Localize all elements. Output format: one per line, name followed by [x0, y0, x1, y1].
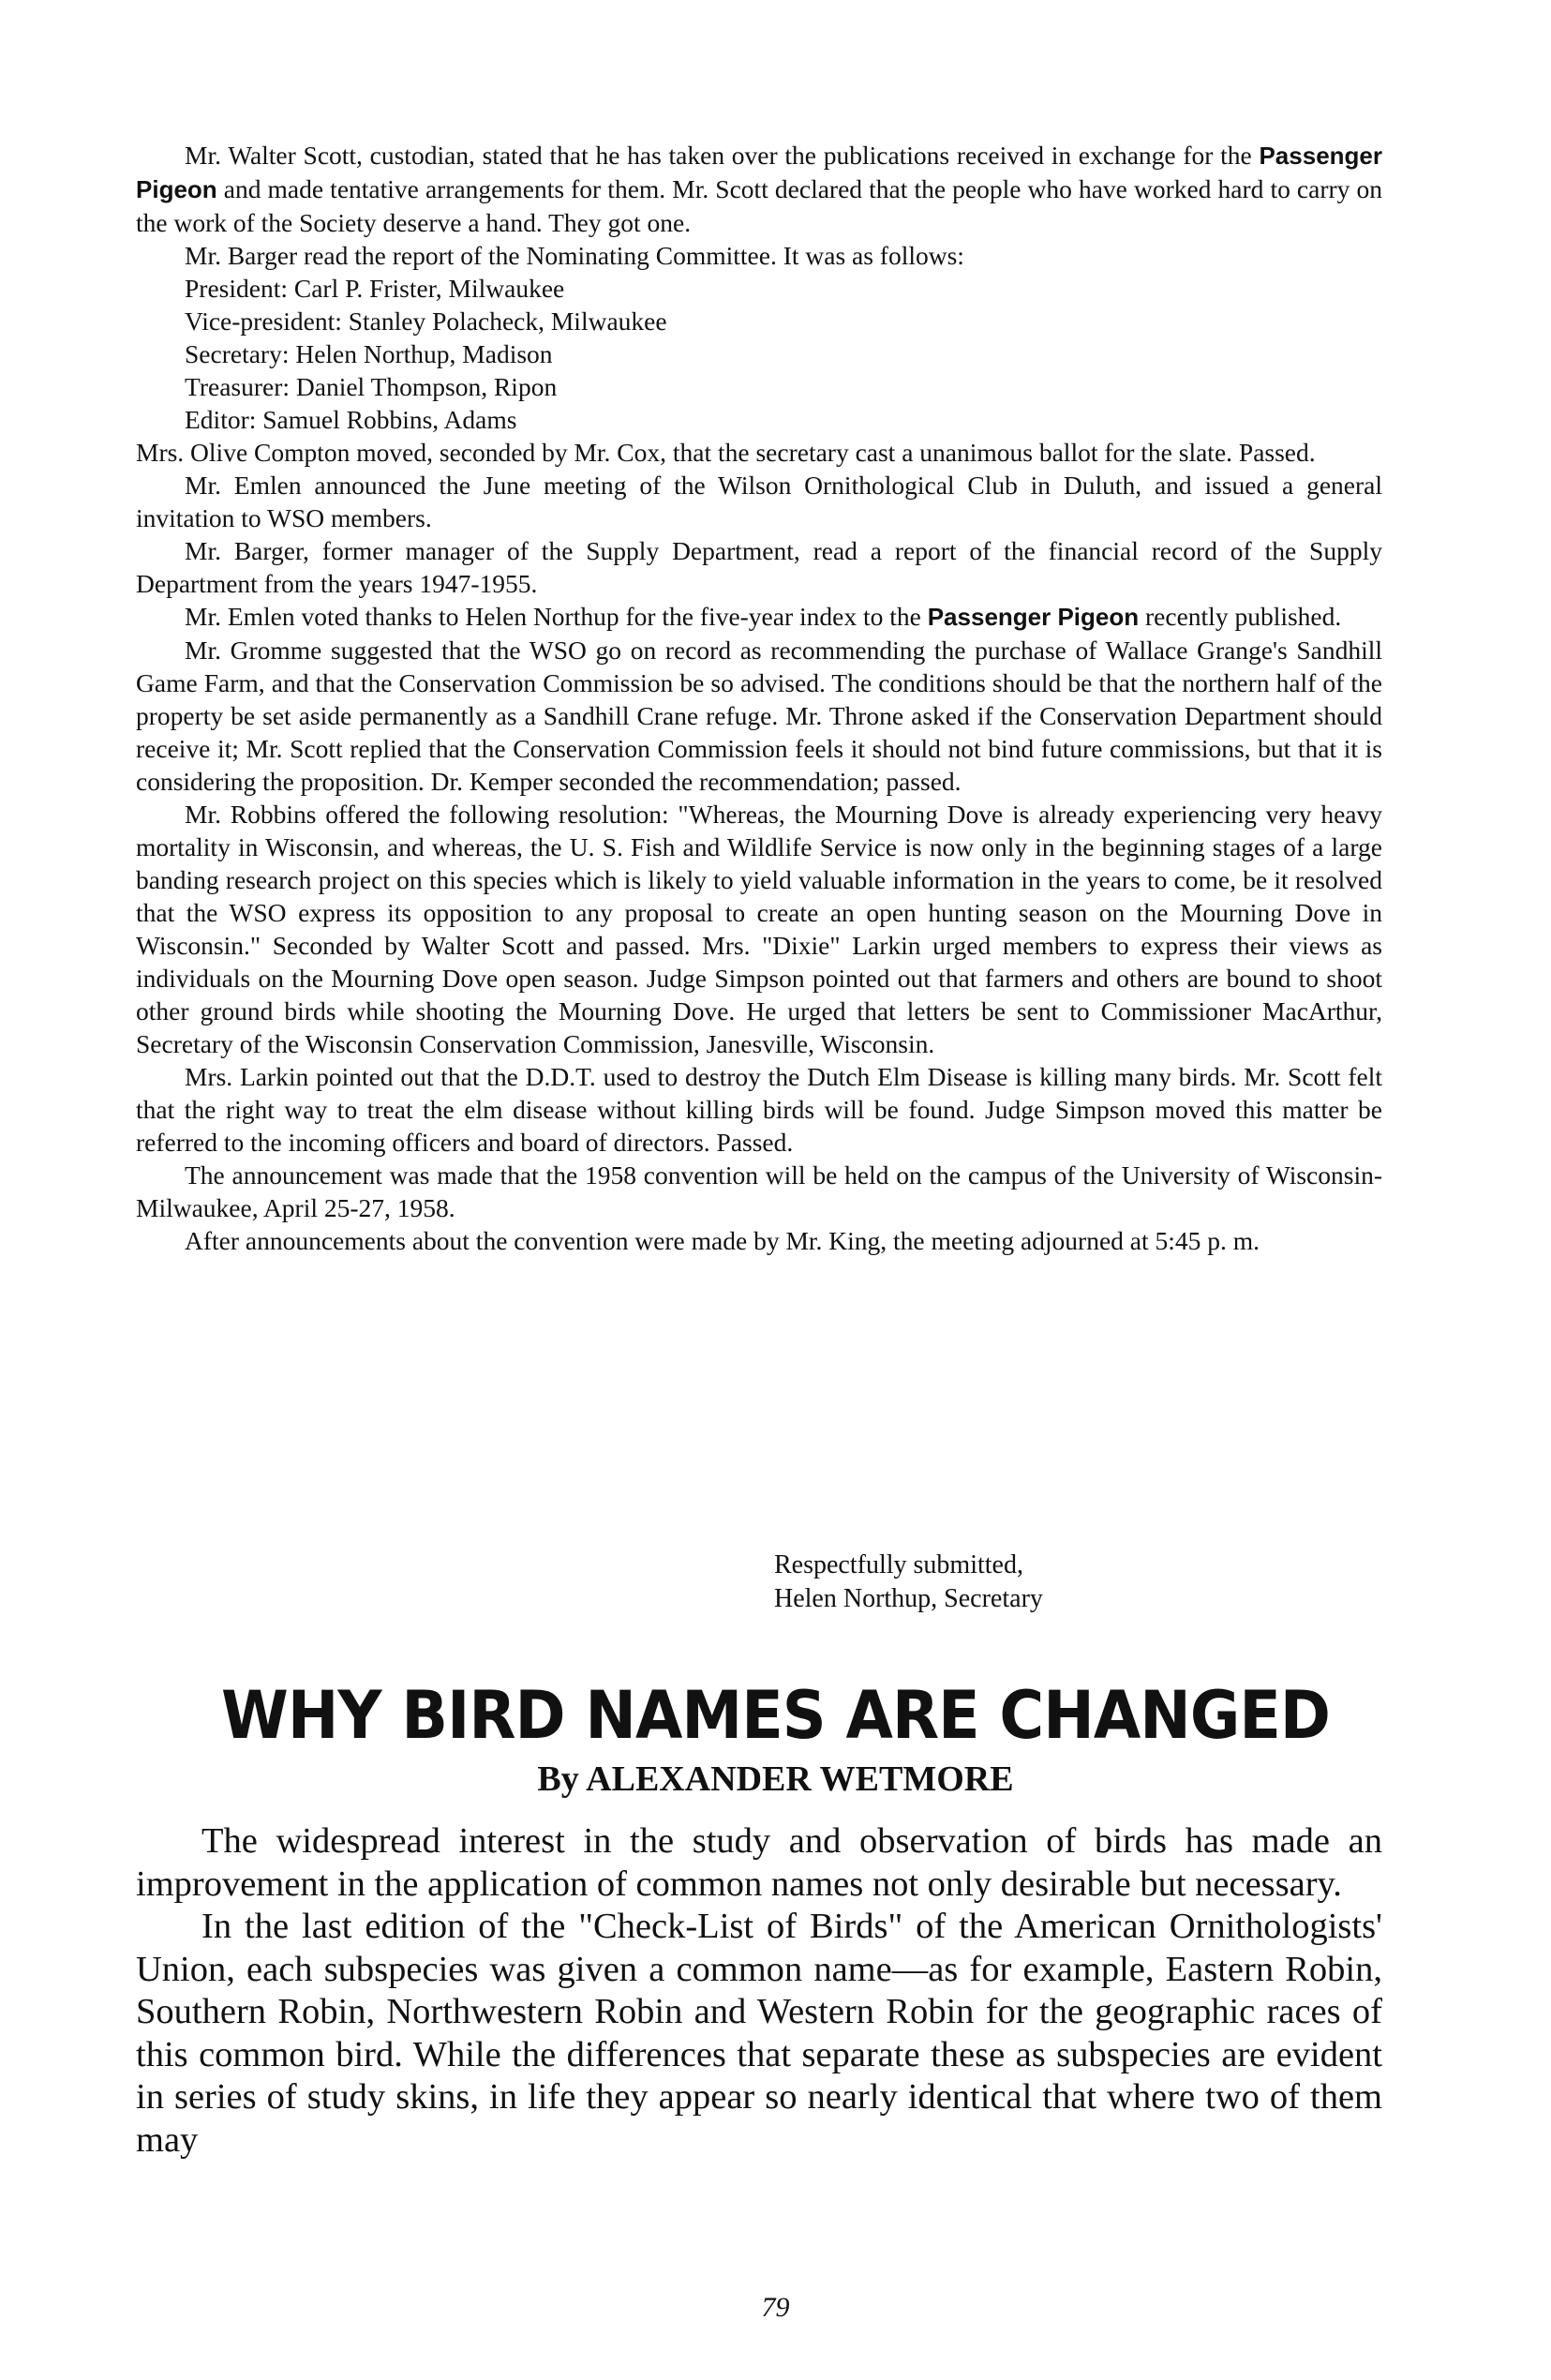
- slate-item: President: Carl P. Frister, Milwaukee: [185, 274, 565, 303]
- minutes-paragraph: Mr. Walter Scott, custodian, stated that he has taken over the publications received in exchange for the Passenger Pigeon and made tentative arrangements for them. Mr. Scott declared that the people who have worked hard to carry on the work of the Society deserve a hand. They got one.: [136, 141, 1382, 237]
- minutes-paragraph: The announcement was made that the 1958 convention will be held on the campus of the University of Wisconsin-Milwaukee, April 25-27, 1958.: [136, 1160, 1382, 1222]
- meeting-minutes: [136, 139, 1382, 1257]
- article-paragraph: In the last edition of the "Check-List of Birds" of the American Ornithologists' Union, each subspecies was given a common name—as for example, Eastern Robin, Southern Robin, Northwestern Robin and Western Robin for the geographic races of this common bird. While the differences that separate these as subspecies are evident in series of study skins, in life they appear so nearly identical that where two of them may: [136, 1907, 1382, 2160]
- slate-item: Treasurer: Daniel Thompson, Ripon: [185, 372, 558, 401]
- minutes-paragraph: Mr. Barger, former manager of the Supply Department, read a report of the financial record of the Supply Department from the years 1947-1955.: [136, 536, 1382, 598]
- article-title: WHY BIRD NAMES ARE CHANGED: [221, 1677, 1330, 1754]
- text-run: recently published.: [1145, 602, 1342, 631]
- slate-item: Vice-president: Stanley Polacheck, Milwaukee: [185, 307, 667, 336]
- article-body: [136, 1820, 1382, 2162]
- minutes-paragraph: Mr. Gromme suggested that the WSO go on record as recommending the purchase of Wallace Grange's Sandhill Game Farm, and that the Conservation Commission be so advised. The conditions should be that the northern half of the property be set aside permanently as a Sandhill Crane refuge. Mr. Throne asked if the Conservation Department should receive it; Mr. Scott replied that the Conservation Commission feels it should not bind future commissions, but that it is considering the proposition. Dr. Kemper seconded the recommendation; passed.: [136, 636, 1382, 796]
- minutes-paragraph: Mrs. Larkin pointed out that the D.D.T. used to destroy the Dutch Elm Disease is killing many birds. Mr. Scott felt that the right way to treat the elm disease without killing birds will be found. Judge Simpson moved this matter be referred to the incoming officers and board of directors. Passed.: [136, 1062, 1382, 1157]
- minutes-paragraph: Mr. Barger read the report of the Nominating Committee. It was as follows:: [185, 241, 964, 270]
- minutes-paragraph: Mr. Robbins offered the following resolution: "Whereas, the Mourning Dove is already experiencing very heavy mortality in Wisconsin, and whereas, the U. S. Fish and Wildlife Service is now only in the beginning stages of a large banding research project on this species which is likely to yield valuable information in the years to come, be it resolved that the WSO express its opposition to any proposal to create an open hunting season on the Mourning Dove in Wisconsin." Seconded by Walter Scott and passed. Mrs. "Dixie" Larkin urged members to express their views as individuals on the Mourning Dove open season. Judge Simpson pointed out that farmers and others are bound to shoot other ground birds while shooting the Mourning Dove. He urged that letters be sent to Commissioner MacArthur, Secretary of the Wisconsin Conservation Commission, Janesville, Wisconsin.: [136, 800, 1382, 1058]
- signature-block: [774, 1549, 1043, 1616]
- minutes-paragraph: Mr. Emlen announced the June meeting of the Wilson Ornithological Club in Duluth, and issued a general invitation to WSO members.: [136, 471, 1382, 532]
- minutes-paragraph: Mrs. Olive Compton moved, seconded by Mr. Cox, that the secretary cast a unanimous ballot for the slate. Passed.: [136, 438, 1316, 467]
- slate-item: Secretary: Helen Northup, Madison: [185, 339, 553, 368]
- minutes-paragraph: After announcements about the convention were made by Mr. King, the meeting adjourned at 5:45 p. m.: [185, 1226, 1260, 1255]
- nominating-slate: [136, 272, 1382, 436]
- page-number: 79: [761, 2292, 790, 2323]
- article-paragraph: The widespread interest in the study and observation of birds has made an improvement in the application of common names not only desirable but necessary.: [136, 1821, 1382, 1904]
- signature-line: Respectfully submitted,: [774, 1550, 1023, 1579]
- article-byline: By ALEXANDER WETMORE: [537, 1759, 1014, 1799]
- minutes-paragraph: [136, 600, 1382, 634]
- text-run: Mr. Emlen voted thanks to Helen Northup for the five-year index to the: [185, 602, 921, 631]
- signature-line: Helen Northup, Secretary: [774, 1584, 1043, 1613]
- journal-title: Passenger Pigeon: [927, 603, 1140, 631]
- slate-item: Editor: Samuel Robbins, Adams: [185, 405, 517, 434]
